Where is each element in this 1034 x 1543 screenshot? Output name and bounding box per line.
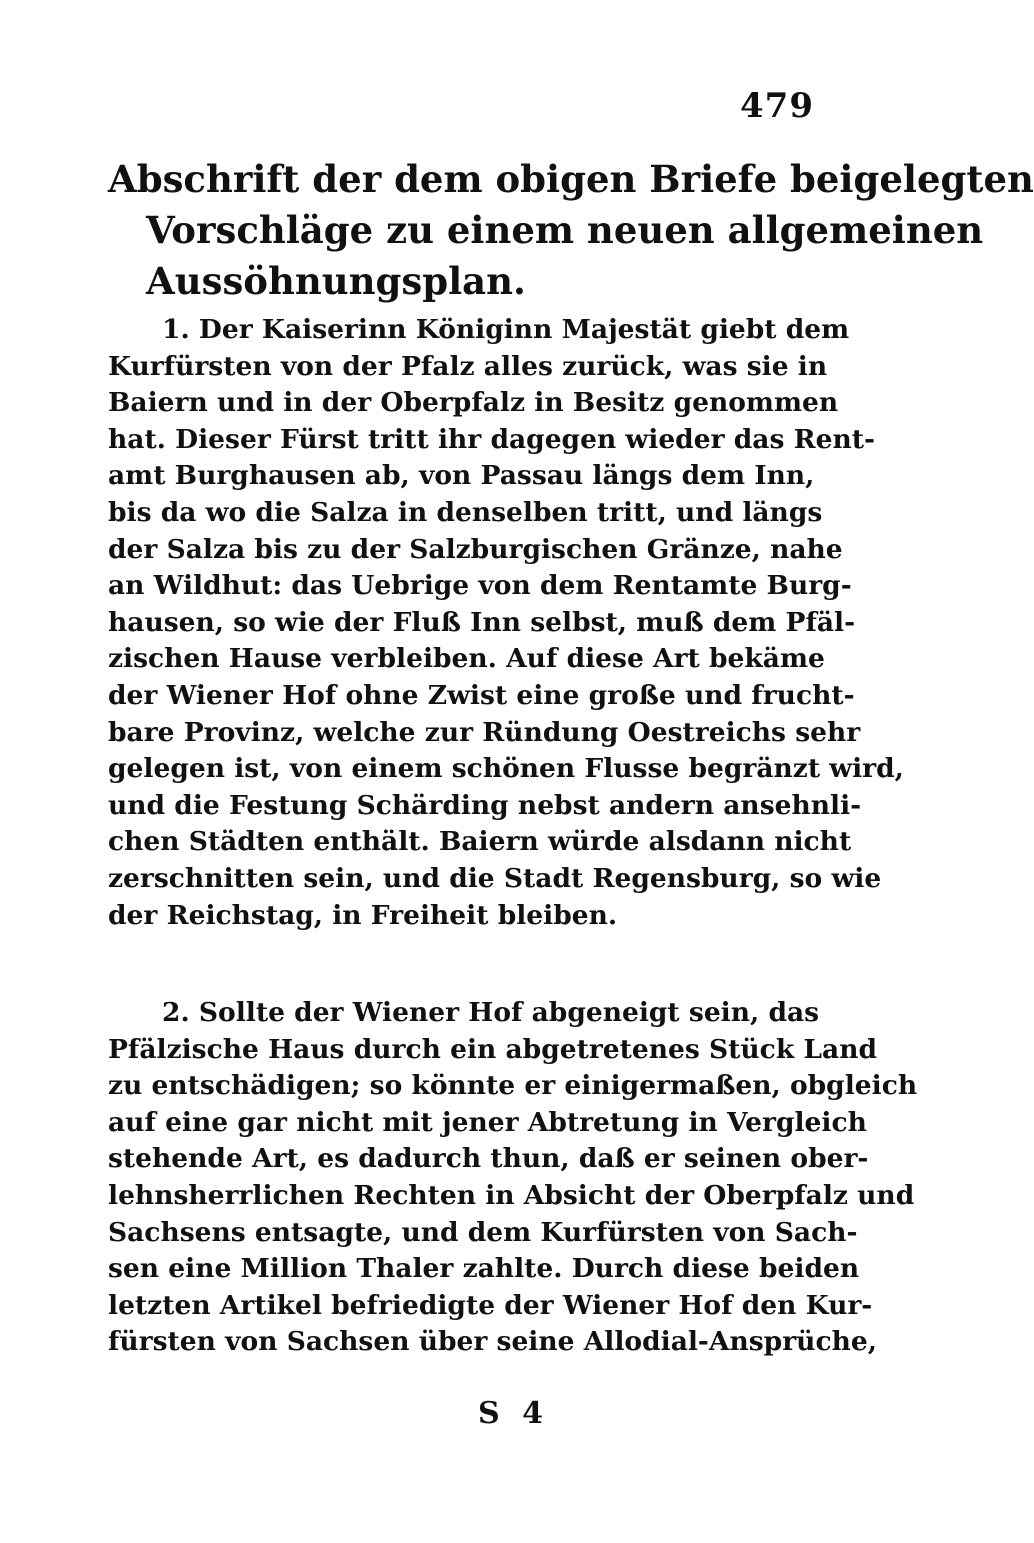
heading-line: Vorschläge zu einem neuen allgemeinen xyxy=(146,208,984,252)
text-line: Pfälzische Haus durch ein abgetretenes Stück Land xyxy=(108,1033,878,1065)
text-line: sen eine Million Thaler zahlte. Durch diese beiden xyxy=(108,1253,860,1285)
text-line: der Salza bis zu der Salzburgischen Gränze, nahe xyxy=(108,533,843,565)
text-line: 2. Sollte der Wiener Hof abgeneigt sein, das xyxy=(162,997,820,1028)
text-line: amt Burghausen ab, von Passau längs dem Inn, xyxy=(108,460,815,492)
text-line: an Wildhut: das Uebrige von dem Rentamte Burg- xyxy=(108,570,852,602)
text-line: stehende Art, es dadurch thun, daß er seinen ober- xyxy=(108,1143,869,1175)
text-line: auf eine gar nicht mit jener Abtretung in Vergleich xyxy=(108,1106,867,1138)
text-line: bare Provinz, welche zur Ründung Oestreichs sehr xyxy=(108,716,861,748)
signature-mark: S 4 xyxy=(478,1396,549,1431)
text-line: 1. Der Kaiserinn Königinn Majestät giebt dem xyxy=(162,314,850,345)
text-line: Kurfürsten von der Pfalz alles zurück, was sie in xyxy=(108,350,828,382)
paragraph-2 xyxy=(108,995,918,1361)
text-line: fürsten von Sachsen über seine Allodial-Ansprüche, xyxy=(108,1326,877,1358)
text-line: Baiern und in der Oberpfalz in Besitz genommen xyxy=(108,387,839,419)
text-line: bis da wo die Salza in denselben tritt, und längs xyxy=(108,496,823,528)
text-line: zischen Hause verbleiben. Auf diese Art bekäme xyxy=(108,643,825,675)
text-line: hausen, so wie der Fluß Inn selbst, muß dem Pfäl- xyxy=(108,606,856,638)
text-line: lehnsherrlichen Rechten in Absicht der Oberpfalz und xyxy=(108,1179,915,1211)
heading-line: Aussöhnungsplan. xyxy=(146,259,526,303)
heading-line: Abschrift der dem obigen Briefe beigelegten xyxy=(108,157,1034,201)
text-line: der Wiener Hof ohne Zwist eine große und frucht- xyxy=(108,679,855,711)
text-line: zu entschädigen; so könnte er einigermaßen, obgleich xyxy=(108,1070,918,1102)
heading xyxy=(108,154,1034,307)
page-number: 479 xyxy=(740,86,814,126)
text-line: chen Städten enthält. Baiern würde alsdann nicht xyxy=(108,826,852,858)
text-line: hat. Dieser Fürst tritt ihr dagegen wieder das Rent- xyxy=(108,423,875,455)
text-line: Sachsens entsagte, und dem Kurfürsten von Sach- xyxy=(108,1216,858,1248)
paragraph-1 xyxy=(108,312,904,934)
text-line: der Reichstag, in Freiheit bleiben. xyxy=(108,899,618,931)
text-line: gelegen ist, von einem schönen Flusse begränzt wird, xyxy=(108,753,904,785)
text-line: letzten Artikel befriedigte der Wiener Hof den Kur- xyxy=(108,1289,873,1321)
text-line: und die Festung Schärding nebst andern ansehnli- xyxy=(108,789,862,821)
text-line: zerschnitten sein, und die Stadt Regensburg, so wie xyxy=(108,862,882,894)
